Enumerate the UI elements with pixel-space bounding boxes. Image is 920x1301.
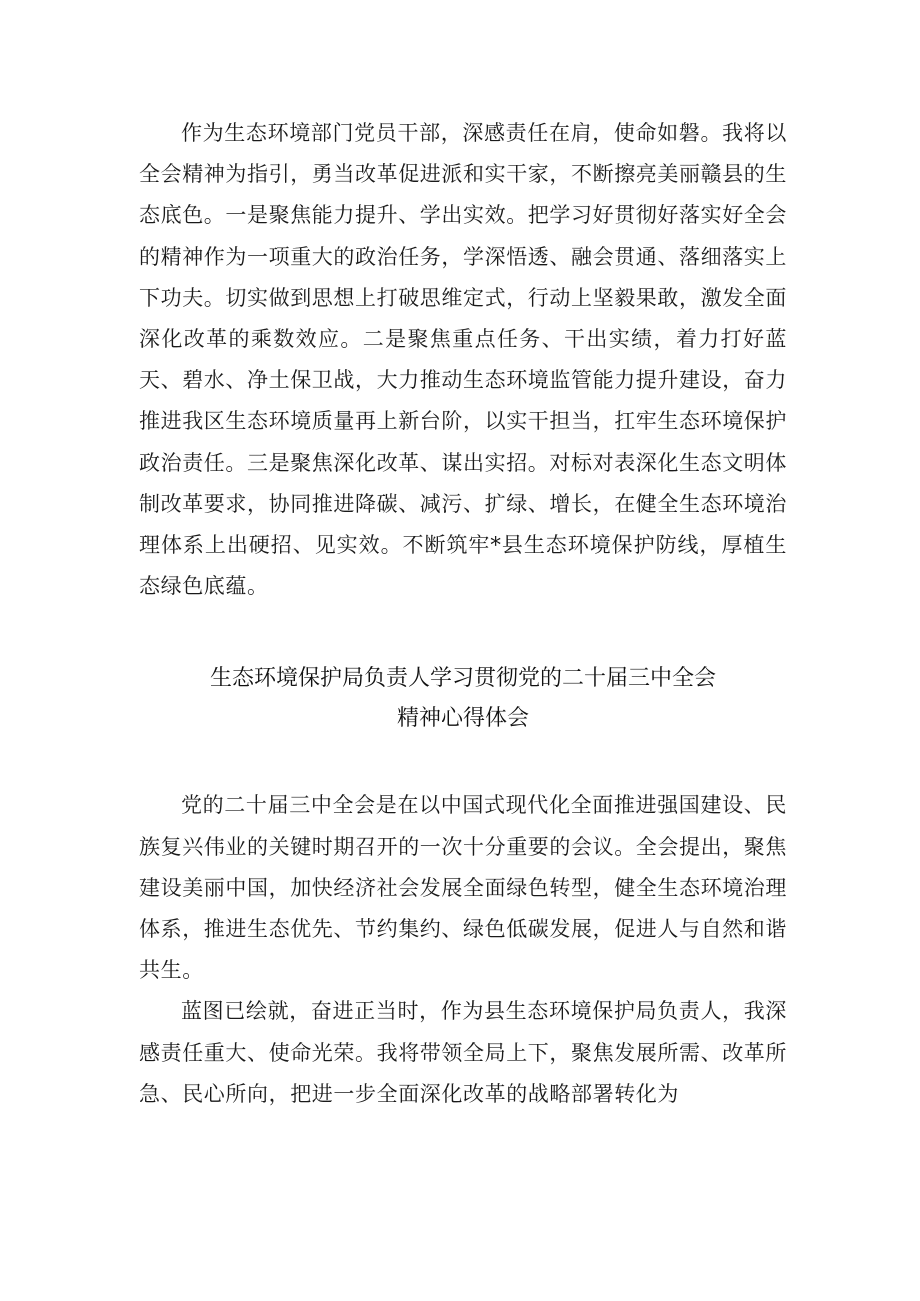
article-title [139, 659, 787, 739]
article-body [139, 785, 787, 1115]
body-paragraph: 蓝图已绘就，奋进正当时，作为县生态环境保护局负责人，我深感责任重大、使命光荣。我将带领全局上下，聚焦发展所需、改革所急、民心所向，把进一步全面深化改革的战略部署转化为 [139, 999, 787, 1106]
intro-paragraph: 作为生态环境部门党员干部，深感责任在肩，使命如磐。我将以全会精神为指引，勇当改革促进派和实干家，不断擦亮美丽赣县的生态底色。一是聚焦能力提升、学出实效。把学习好贯彻好落实好全会的精神作为一项重大的政治任务，学深悟透、融会贯通、落细落实上下功夫。切实做到思想上打破思维定式，行动上坚毅果敢，激发全面深化改革的乘数效应。二是聚焦重点任务、干出实绩，着力打好蓝天、碧水、净土保卫战，大力推动生态环境监管能力提升建设，奋力推进我区生态环境质量再上新台阶，以实干担当，扛牢生态环境保护政治责任。三是聚焦深化改革、谋出实招。对标对表深化生态文明体制改革要求，协同推进降碳、减污、扩绿、增长，在健全生态环境治理体系上出硬招、见实效。不断筑牢*县生态环境保护防线，厚植生态绿色底蕴。 [139, 121, 787, 599]
intro-section [139, 113, 787, 607]
title-line-1: 生态环境保护局负责人学习贯彻党的二十届三中全会 [209, 666, 716, 692]
title-line-2: 精神心得体会 [396, 706, 529, 732]
body-paragraph: 党的二十届三中全会是在以中国式现代化全面推进强国建设、民族复兴伟业的关键时期召开的一次十分重要的会议。全会提出，聚焦建设美丽中国，加快经济社会发展全面绿色转型，健全生态环境治理体系，推进生态优先、节约集约、绿色低碳发展，促进人与自然和谐共生。 [139, 793, 787, 983]
document-page [139, 113, 787, 1115]
